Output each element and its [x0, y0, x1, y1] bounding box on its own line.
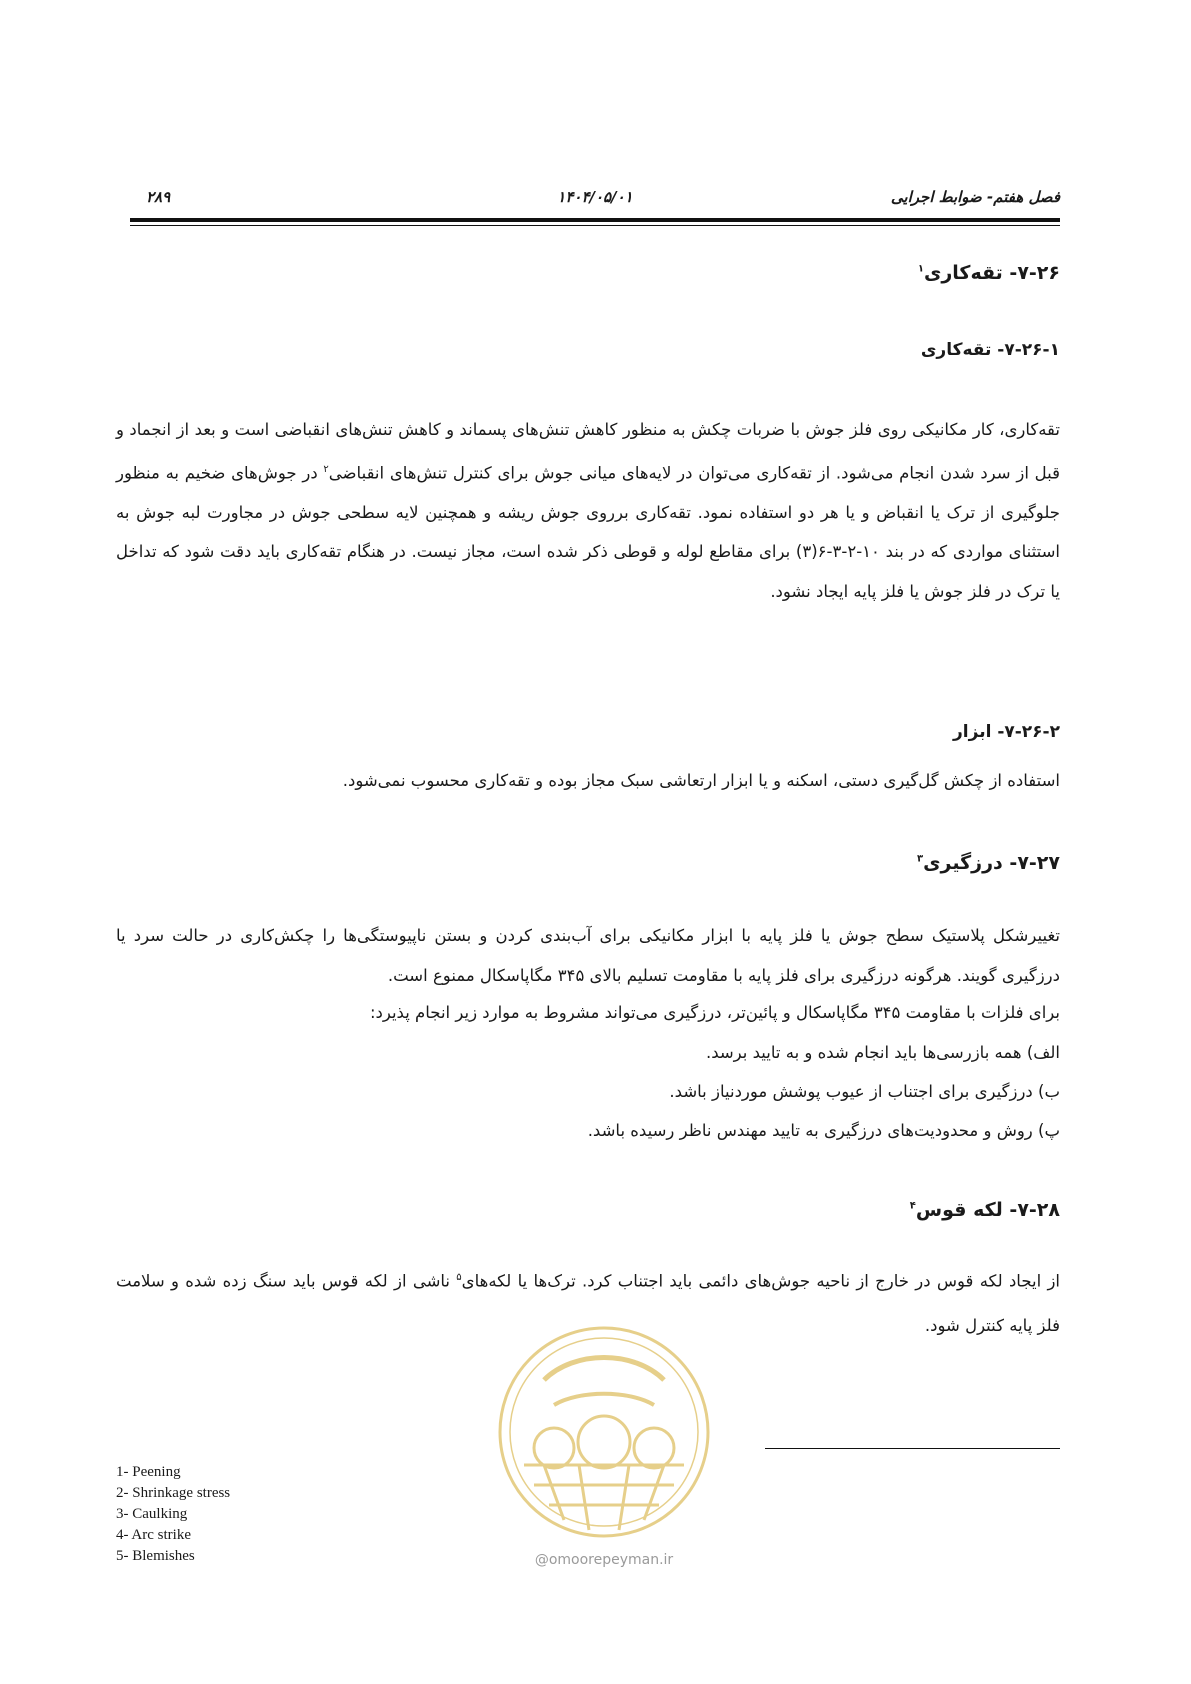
footnote: 5- Blemishes	[116, 1548, 195, 1564]
footnote-ref: ۵	[456, 1272, 462, 1283]
footnote-ref: ۱	[917, 263, 924, 275]
running-header	[130, 188, 1060, 216]
list-item: الف) همه بازرسی‌ها باید انجام شده و به تایید برسد.	[705, 1043, 1060, 1062]
watermark	[484, 1320, 724, 1580]
paragraph-peening: تقه‌کاری، کار مکانیکی روی فلز جوش با ضربات چکش به منظور کاهش تنش‌های پسماند و کاهش تنش‌های انقباضی است و بعد از انجماد و قبل از سرد شدن انجام می‌شود. از تقه‌کاری می‌توان در لایه‌های میانی جوش برای کنترل تنش‌های انقباضی$^۲$ در جوش‌های ضخیم به منظور جلوگیری از ترک یا انقباض و یا هر دو استفاده نمود. تقه‌کاری برروی جوش ریشه و همچنین لایه سطحی جوش در مجاورت لبه جوش به استثنای مواردی که در بند ۱۰-۲-۳-۶(۳) برای مقاطع لوله و قوطی ذکر شده است، مجاز نیست. در هنگام تقه‌کاری باید دقت شود که تداخل یا ترک در فلز جوش یا فلز پایه ایجاد نشود.	[116, 420, 1060, 601]
footnote-ref: ۲	[323, 463, 329, 475]
footnote-rule	[765, 1448, 1060, 1449]
paragraph-caulking: تغییرشکل پلاستیک سطح جوش یا فلز پایه با ابزار مکانیکی برای آب‌بندی کردن و بستن ناپیوستگی‌ها را چکش‌کاری در حالت سرد یا درزگیری گویند. هرگونه درزگیری برای فلز پایه با مقاومت تسلیم بالای ۳۴۵ مگاپاسکال ممنوع است.	[116, 926, 1060, 985]
section-heading-7-28: ۷-۲۸- لکه قوس$^۴$	[909, 1199, 1060, 1221]
list-item: پ) روش و محدودیت‌های درزگیری به تایید مهندس ناظر رسیده باشد.	[587, 1121, 1060, 1140]
subsection-heading-7-26-2: ۷-۲۶-۲- ابزار	[953, 722, 1060, 742]
footnote: 2- Shrinkage stress	[116, 1485, 231, 1501]
footnote: 3- Caulking	[116, 1506, 188, 1522]
footnote: 1- Peening	[116, 1464, 181, 1480]
list-item: ب) درزگیری برای اجتناب از عیوب پوشش موردنیاز باشد.	[669, 1082, 1060, 1101]
footnote-ref: ۳	[917, 853, 924, 865]
header-date: ۱۴۰۴/۰۵/۰۱	[557, 188, 633, 206]
paragraph-tools: استفاده از چکش گل‌گیری دستی، اسکنه و یا ابزار ارتعاشی سبک مجاز بوده و تقه‌کاری محسوب نمی‌شود.	[342, 771, 1060, 790]
header-rule-thin	[130, 225, 1060, 226]
section-heading-7-26: ۷-۲۶- تقه‌کاری$^۱$	[917, 262, 1060, 284]
footnote: 4- Arc strike	[116, 1527, 191, 1543]
page-number: ۲۸۹	[146, 188, 171, 206]
header-rule	[130, 218, 1060, 222]
watermark-logo-icon	[484, 1320, 724, 1548]
footnotes	[116, 1462, 230, 1567]
subsection-heading-7-26-1: ۷-۲۶-۱- تقه‌کاری	[920, 340, 1060, 360]
footnote-ref: ۴	[909, 1200, 916, 1212]
paragraph-caulking-conditions: برای فلزات با مقاومت ۳۴۵ مگاپاسکال و پائین‌تر، درزگیری می‌تواند مشروط به موارد زیر انجام پذیرد:	[369, 1003, 1060, 1022]
watermark-url: @omoorepeyman.ir	[534, 1552, 674, 1568]
section-heading-7-27: ۷-۲۷- درزگیری$^۳$	[917, 852, 1060, 874]
chapter-title: فصل هفتم- ضوابط اجرایی	[890, 188, 1060, 206]
paragraph-arc-strike: از ایجاد لکه قوس در خارج از ناحیه جوش‌های دائمی باید اجتناب کرد. ترک‌ها یا لکه‌های$^۵$ ناشی از لکه قوس باید سنگ زده شده و سلامت فلز پایه کنترل شود.	[116, 1271, 1060, 1335]
